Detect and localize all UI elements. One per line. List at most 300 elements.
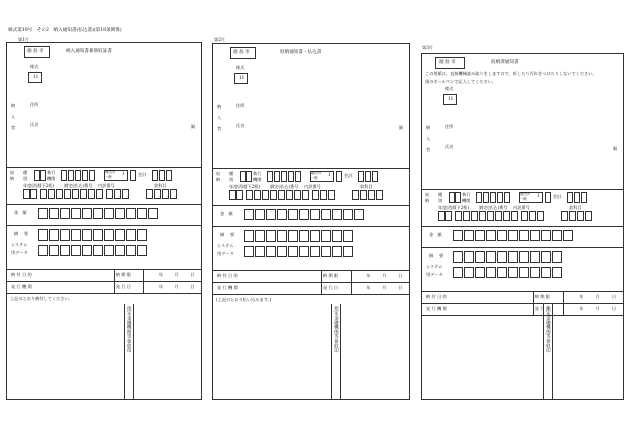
account-cell[interactable] [574, 192, 580, 203]
doc-label: 一般 [311, 176, 318, 180]
amount-cell[interactable] [563, 230, 573, 241]
system-cell[interactable] [530, 267, 540, 278]
system-cell[interactable] [552, 267, 562, 278]
doc-digit: 1 [122, 171, 125, 176]
detail-label: 要 [230, 232, 235, 237]
category-cell[interactable] [40, 170, 46, 181]
document-title: 収納済通知書 [491, 60, 519, 65]
amount-cell[interactable] [82, 208, 92, 219]
day-unit: 日 [398, 273, 403, 278]
amount-cell[interactable] [115, 208, 125, 219]
enforcement-label: 機関 [462, 198, 471, 203]
subject-label: 款科目 [154, 183, 167, 188]
doc-label: 一般 [105, 175, 112, 179]
divider [212, 282, 410, 283]
enforcement-label: 機関 [253, 177, 262, 182]
decision-cell[interactable] [254, 190, 261, 200]
name-label: 氏名 [236, 123, 245, 128]
form-sheet-1 [6, 0, 202, 440]
payer-char: 納 [11, 103, 16, 108]
detail-label: 摘 [429, 253, 434, 258]
amount-cell[interactable] [453, 230, 463, 241]
detail-cell[interactable] [486, 251, 496, 263]
account-cell[interactable] [581, 192, 587, 203]
detail-cell[interactable] [49, 229, 59, 241]
detail-cell[interactable] [497, 251, 507, 263]
subject-cell[interactable] [376, 190, 383, 200]
page-label-1: 第1片 [18, 37, 30, 42]
amount-cell[interactable] [126, 208, 136, 219]
enforcement-cell[interactable] [497, 192, 503, 203]
receipt-label: 収 [425, 192, 430, 197]
amount-cell[interactable] [104, 208, 114, 219]
detail-cell[interactable] [508, 251, 518, 263]
doc-label: 歳出外 [520, 192, 531, 196]
decision-cell[interactable] [286, 190, 293, 200]
year-unit: 年 [158, 284, 164, 289]
subject-label: 款科目 [569, 205, 582, 210]
account-cell[interactable] [372, 171, 378, 182]
subject-label: 款科目 [360, 184, 373, 189]
due-purpose-label: 納 付 日 的 [426, 294, 447, 299]
detail-cell[interactable] [93, 229, 103, 241]
decision-cell[interactable] [463, 211, 470, 221]
subject-cell[interactable] [360, 190, 367, 200]
system-cell[interactable] [137, 245, 147, 256]
internal-cell[interactable] [537, 211, 544, 221]
account-cell[interactable] [365, 171, 371, 182]
detail-cell[interactable] [453, 251, 463, 263]
internal-label: 内訳番号 [513, 205, 530, 210]
subject-cell[interactable] [162, 189, 169, 199]
amount-cell[interactable] [288, 209, 298, 220]
document-title: 納入通知書兼領収証書 [66, 49, 112, 54]
amount-cell[interactable] [38, 208, 48, 219]
decision-cell[interactable] [246, 190, 253, 200]
decision-cell[interactable] [302, 190, 309, 200]
subject-cell[interactable] [146, 189, 153, 199]
detail-cell[interactable] [475, 251, 485, 263]
account-cell[interactable] [159, 170, 165, 181]
detail-cell[interactable] [310, 230, 320, 242]
enforcement-cell[interactable] [68, 170, 74, 181]
issue-date-label: 発 行 日 [322, 285, 339, 290]
decision-cell[interactable] [495, 211, 502, 221]
account-label: 会計 [344, 173, 353, 178]
system-cell[interactable] [541, 267, 551, 278]
decision-cell[interactable] [294, 190, 301, 200]
year-cell[interactable] [229, 190, 236, 200]
issuer-name: 徳 島 市 [233, 50, 250, 55]
divider [563, 291, 564, 315]
enforcement-label: 機関 [47, 176, 56, 181]
detail-cell[interactable] [71, 229, 81, 241]
system-cell[interactable] [497, 267, 507, 278]
amount-cell[interactable] [60, 208, 70, 219]
amount-cell[interactable] [486, 230, 496, 241]
amount-cell[interactable] [497, 230, 507, 241]
format-label: 様式 [30, 64, 39, 69]
enforcement-cell[interactable] [504, 192, 510, 203]
system-label: システム [217, 243, 234, 248]
day-unit: 日 [398, 285, 403, 290]
year-unit: 年 [579, 294, 584, 299]
detail-cell[interactable] [126, 229, 136, 241]
subject-cell[interactable] [170, 189, 177, 199]
enforcement-cell[interactable] [281, 171, 287, 182]
form-sheet-3 [421, 0, 624, 440]
year-label: 年度(西暦下2桁) [23, 183, 55, 188]
system-cell[interactable] [343, 246, 353, 257]
divider [543, 304, 544, 400]
amount-cell[interactable] [49, 208, 59, 219]
account-cell[interactable] [358, 171, 364, 182]
issuer-name: 徳 島 市 [439, 60, 456, 65]
internal-label: 内訳番号 [98, 183, 115, 188]
year-cell[interactable] [236, 190, 243, 200]
system-cell[interactable] [486, 267, 496, 278]
year-cell[interactable] [30, 189, 37, 199]
format-code: 11 [239, 75, 245, 80]
system-label: システム [11, 242, 28, 247]
amount-label: 金 額 [429, 232, 442, 237]
amount-cell[interactable] [148, 208, 158, 219]
internal-cell[interactable] [106, 189, 113, 199]
decision-cell[interactable] [455, 211, 462, 221]
year-label: 年度(西暦下2桁) [438, 205, 470, 210]
internal-cell[interactable] [328, 190, 335, 200]
address-label: 住所 [30, 102, 39, 107]
subject-cell[interactable] [368, 190, 375, 200]
internal-cell[interactable] [521, 211, 528, 221]
divider [114, 269, 115, 293]
decision-label: 調定(払込)番号 [64, 183, 93, 188]
month-unit: 月 [382, 273, 387, 278]
enforcement-cell[interactable] [82, 170, 88, 181]
system-cell[interactable] [71, 245, 81, 256]
internal-cell[interactable] [122, 189, 129, 199]
enforcement-cell[interactable] [476, 192, 482, 203]
detail-cell[interactable] [82, 229, 92, 241]
day-unit: 日 [611, 294, 617, 299]
detail-cell[interactable] [115, 229, 125, 241]
amount-cell[interactable] [552, 230, 562, 241]
month-unit: 月 [595, 294, 600, 299]
decision-cell[interactable] [511, 211, 518, 221]
system-cell[interactable] [277, 246, 287, 257]
detail-cell[interactable] [530, 251, 540, 263]
category-cell[interactable] [246, 171, 252, 182]
doc-label: 歳出外 [311, 171, 322, 175]
account-cell[interactable] [166, 170, 172, 181]
amount-cell[interactable] [71, 208, 81, 219]
system-cell[interactable] [332, 246, 342, 257]
receipt-label: 納 [425, 198, 430, 203]
detail-cell[interactable] [60, 229, 70, 241]
bank-stamp-label: 指定金融機関等領収印 [126, 306, 132, 353]
amount-cell[interactable] [354, 209, 364, 220]
doc-cell[interactable] [336, 171, 342, 182]
detail-label: 摘 [14, 231, 19, 236]
category-cell[interactable] [455, 192, 461, 203]
enforcement-cell[interactable] [89, 170, 95, 181]
detail-cell[interactable] [343, 230, 353, 242]
format-code: 11 [448, 96, 454, 101]
subject-cell[interactable] [577, 211, 584, 221]
decision-cell[interactable] [96, 189, 103, 199]
divider [212, 226, 410, 227]
year-cell[interactable] [438, 211, 445, 221]
data-label: 用データ [11, 250, 28, 255]
bank-stamp-label: 指定金融機関等領収印 [545, 306, 551, 353]
detail-label: 要 [24, 231, 29, 236]
issuer-name: 徳 島 市 [27, 49, 44, 54]
subject-cell[interactable] [585, 211, 592, 221]
system-cell[interactable] [49, 245, 59, 256]
payer-char: 入 [217, 115, 222, 120]
enforcement-cell[interactable] [483, 192, 489, 203]
enforcement-cell[interactable] [75, 170, 81, 181]
system-cell[interactable] [475, 267, 485, 278]
month-unit: 月 [382, 285, 387, 290]
divider [6, 167, 202, 168]
detail-cell[interactable] [104, 229, 114, 241]
account-cell[interactable] [152, 170, 158, 181]
internal-cell[interactable] [312, 190, 319, 200]
honorific: 殿 [613, 146, 618, 151]
account-label: 会計 [138, 172, 147, 177]
internal-cell[interactable] [114, 189, 121, 199]
decision-cell[interactable] [88, 189, 95, 199]
divider [331, 304, 332, 400]
payer-char: 納 [426, 125, 431, 130]
footer-note: 上記のとおり納付してください。 [10, 296, 73, 301]
divider [133, 304, 134, 400]
amount-cell[interactable] [310, 209, 320, 220]
data-label: 用データ [426, 272, 443, 277]
decision-cell[interactable] [56, 189, 63, 199]
amount-cell[interactable] [321, 209, 331, 220]
subject-cell[interactable] [154, 189, 161, 199]
detail-cell[interactable] [552, 251, 562, 263]
issue-org-label: 発 行 機 関 [11, 284, 32, 289]
receipt-label: 収 [10, 170, 15, 175]
amount-cell[interactable] [508, 230, 518, 241]
enforcement-cell[interactable] [288, 171, 294, 182]
payer-char: 者 [11, 125, 16, 130]
system-cell[interactable] [104, 245, 114, 256]
amount-cell[interactable] [464, 230, 474, 241]
divider [6, 225, 202, 226]
divider [421, 247, 624, 248]
detail-cell[interactable] [137, 229, 147, 241]
amount-cell[interactable] [519, 230, 529, 241]
year-cell[interactable] [23, 189, 30, 199]
page-label-3: 第3片 [422, 45, 434, 50]
system-cell[interactable] [288, 246, 298, 257]
divider [6, 269, 202, 270]
system-cell[interactable] [266, 246, 276, 257]
usage-note: この用紙は、直接機械読み取りをしますので、折したり汚れをつけたりしないでください。 黒のボールペンで記入してください。 [425, 71, 597, 84]
doc-digit: 1 [328, 172, 331, 177]
detail-cell[interactable] [332, 230, 342, 242]
name-label: 氏名 [30, 122, 39, 127]
due-limit-label: 納 期 限 [534, 294, 550, 299]
system-cell[interactable] [508, 267, 518, 278]
system-cell[interactable] [255, 246, 265, 257]
subject-cell[interactable] [569, 211, 576, 221]
decision-cell[interactable] [270, 190, 277, 200]
decision-label: 調定(払込)番号 [479, 205, 508, 210]
decision-cell[interactable] [80, 189, 87, 199]
detail-cell[interactable] [464, 251, 474, 263]
decision-cell[interactable] [471, 211, 478, 221]
detail-cell[interactable] [519, 251, 529, 263]
format-label: 様式 [236, 65, 245, 70]
amount-cell[interactable] [244, 209, 254, 220]
decision-cell[interactable] [262, 190, 269, 200]
divider [212, 205, 410, 206]
decision-cell[interactable] [64, 189, 71, 199]
category-label: 別 [23, 176, 28, 181]
decision-cell[interactable] [487, 211, 494, 221]
decision-cell[interactable] [72, 189, 79, 199]
decision-cell[interactable] [40, 189, 47, 199]
enforcement-cell[interactable] [61, 170, 67, 181]
detail-cell[interactable] [266, 230, 276, 242]
payer-char: 者 [217, 126, 222, 131]
internal-cell[interactable] [320, 190, 327, 200]
divider [533, 291, 534, 315]
decision-cell[interactable] [48, 189, 55, 199]
amount-cell[interactable] [530, 230, 540, 241]
detail-cell[interactable] [255, 230, 265, 242]
sheet-border [212, 43, 410, 400]
year-cell[interactable] [445, 211, 452, 221]
issue-org-label: 発 行 機 関 [426, 306, 447, 311]
amount-cell[interactable] [343, 209, 353, 220]
system-cell[interactable] [321, 246, 331, 257]
detail-cell[interactable] [288, 230, 298, 242]
decision-cell[interactable] [479, 211, 486, 221]
category-label: 種 [438, 192, 443, 197]
amount-cell[interactable] [93, 208, 103, 219]
internal-label: 内訳番号 [304, 184, 321, 189]
year-unit: 年 [366, 285, 371, 290]
form-title: 様式第10号 その2 納入通知書(払込書)(第18条関係) [8, 28, 122, 33]
enforcement-cell[interactable] [267, 171, 273, 182]
system-cell[interactable] [453, 267, 463, 278]
system-cell[interactable] [93, 245, 103, 256]
receipt-label: 納 [216, 177, 221, 182]
year-unit: 年 [158, 272, 164, 277]
subject-cell[interactable] [352, 190, 359, 200]
payer-char: 入 [426, 136, 431, 141]
system-cell[interactable] [126, 245, 136, 256]
category-label: 種 [229, 171, 234, 176]
enforcement-cell[interactable] [274, 171, 280, 182]
doc-cell[interactable] [130, 170, 136, 181]
amount-cell[interactable] [266, 209, 276, 220]
detail-cell[interactable] [541, 251, 551, 263]
decision-cell[interactable] [503, 211, 510, 221]
divider [212, 270, 410, 271]
year-unit: 年 [366, 273, 371, 278]
receipt-label: 収 [216, 171, 221, 176]
divider [6, 281, 202, 282]
detail-cell[interactable] [299, 230, 309, 242]
system-cell[interactable] [60, 245, 70, 256]
system-cell[interactable] [244, 246, 254, 257]
name-label: 氏名 [445, 144, 454, 149]
issue-date-label: 発 行 日 [115, 284, 131, 289]
detail-label: 要 [439, 253, 444, 258]
amount-cell[interactable] [541, 230, 551, 241]
format-label: 様式 [445, 86, 454, 91]
form-sheet-2 [212, 0, 410, 440]
doc-digit: 1 [537, 193, 540, 198]
decision-label: 調定(払込)番号 [270, 184, 299, 189]
enforcement-cell[interactable] [490, 192, 496, 203]
amount-cell[interactable] [277, 209, 287, 220]
divider [351, 270, 352, 294]
detail-cell[interactable] [38, 229, 48, 241]
system-cell[interactable] [464, 267, 474, 278]
divider [124, 304, 125, 400]
subject-cell[interactable] [561, 211, 568, 221]
day-unit: 日 [190, 272, 195, 277]
day-unit: 日 [611, 306, 617, 311]
data-label: 用データ [217, 251, 234, 256]
amount-cell[interactable] [255, 209, 265, 220]
system-cell[interactable] [82, 245, 92, 256]
detail-cell[interactable] [321, 230, 331, 242]
divider [340, 304, 341, 400]
system-cell[interactable] [519, 267, 529, 278]
system-label: システム [426, 264, 443, 269]
system-cell[interactable] [38, 245, 48, 256]
decision-cell[interactable] [278, 190, 285, 200]
amount-cell[interactable] [137, 208, 147, 219]
honorific: 殿 [191, 124, 196, 129]
divider [421, 189, 624, 190]
amount-cell[interactable] [475, 230, 485, 241]
system-cell[interactable] [115, 245, 125, 256]
amount-cell[interactable] [332, 209, 342, 220]
system-cell[interactable] [299, 246, 309, 257]
category-label: 別 [229, 177, 234, 182]
due-purpose-label: 納 付 日 的 [217, 273, 238, 278]
divider [143, 269, 144, 293]
internal-cell[interactable] [529, 211, 536, 221]
amount-cell[interactable] [299, 209, 309, 220]
page-label-2: 第2片 [214, 37, 226, 42]
doc-cell[interactable] [545, 192, 551, 203]
payer-char: 者 [426, 147, 431, 152]
divider [321, 270, 322, 294]
enforcement-label: 執行 [253, 171, 262, 176]
footer-note: (上記のとおり払い込みます。) [216, 297, 272, 302]
detail-cell[interactable] [277, 230, 287, 242]
detail-cell[interactable] [244, 230, 254, 242]
account-cell[interactable] [567, 192, 573, 203]
payer-char: 入 [11, 114, 16, 119]
enforcement-cell[interactable] [295, 171, 301, 182]
enforcement-label: 執行 [47, 170, 56, 175]
receipt-label: 納 [10, 176, 15, 181]
year-label: 年度(西暦下2桁) [229, 184, 261, 189]
system-cell[interactable] [310, 246, 320, 257]
